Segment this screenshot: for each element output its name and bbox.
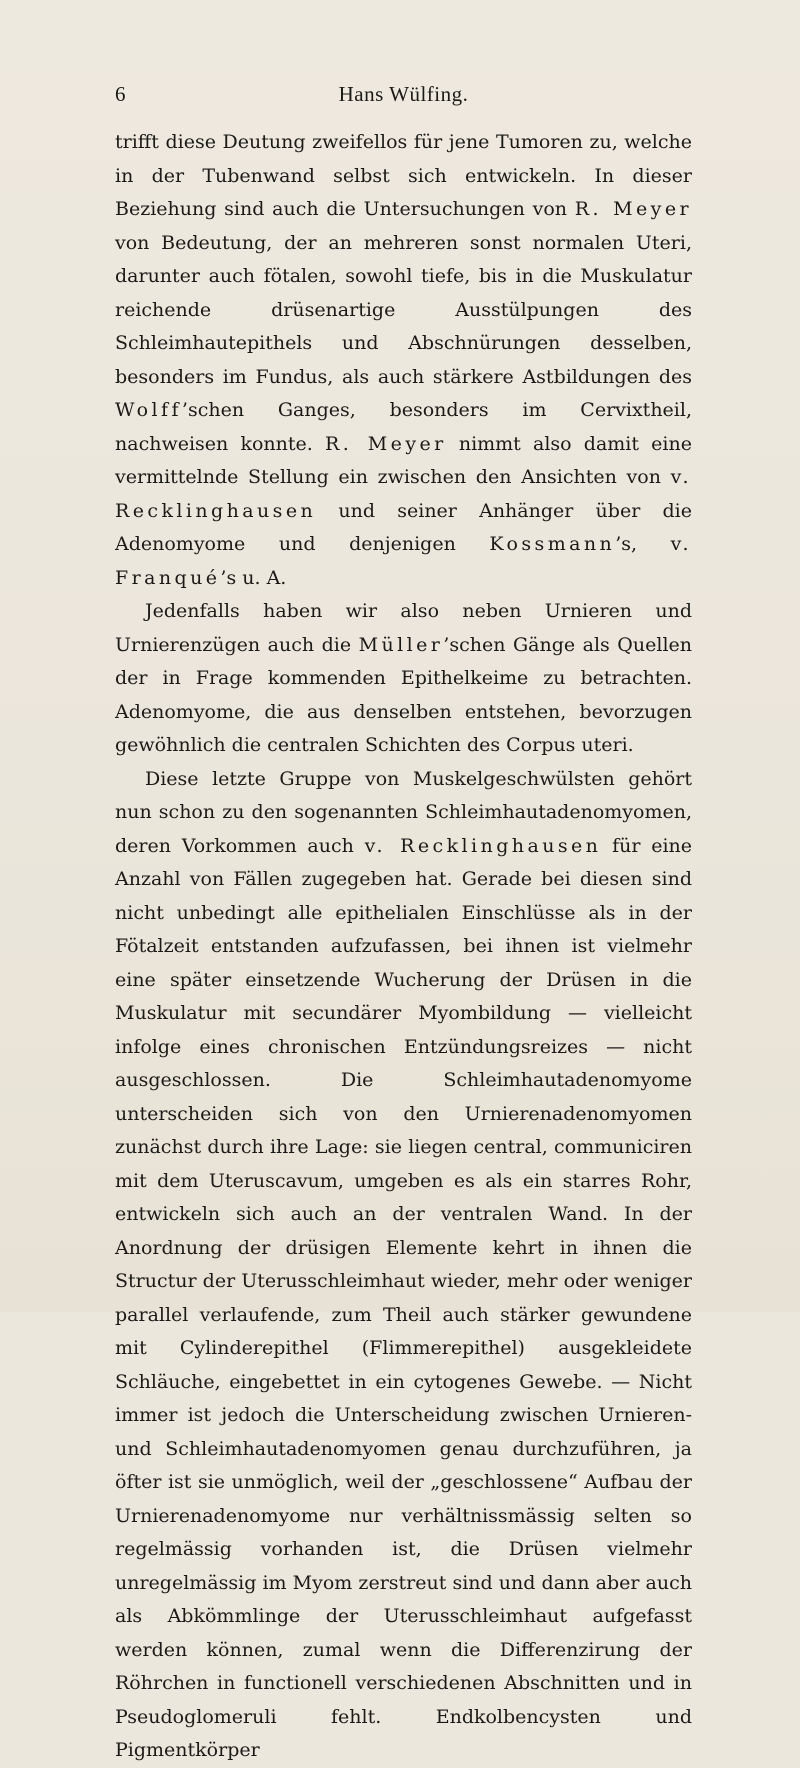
text-run: für eine Anzahl von Fällen zugegeben hat. Gerade bei diesen sind nicht unbedingt alle epithelialen Einschlüsse als in der Fötalzeit entstanden aufzufassen, bei ihnen ist vielmehr eine später einsetzende Wucherung der Drüsen in die Muskulatur mit secundärer Myombildung — vielleicht infolge eines chronischen Entzündungsreizes — nicht ausgeschlossen. Die Schleimhautadenomyome unterscheiden sich von den Urnierenadenomyomen zunächst durch ihre Lage: sie liegen central, communiciren mit dem Uteruscavum, umgeben es als ein starres Rohr, entwickeln sich auch an der ventralen Wand. In der Anordnung der drüsigen Elemente kehrt in ihnen die Structur der Uterusschleimhaut wieder, mehr oder weniger parallel verlaufende, zum Theil auch stärker gewundene mit Cylinderepithel (Flimmerepithel) ausgekleidete Schläuche, eingebettet in ein cytogenes Gewebe. — Nicht immer ist jedoch die Unterscheidung zwischen Urnieren- und Schleimhautadenomyomen genau durchzuführen, ja öfter ist sie unmöglich, weil der „geschlossene“ Aufbau der Urnierenadenomyome nur verhältnissmässig selten so regelmässig vorhanden ist, die Drüsen vielmehr unregelmässig im Myom zerstreut sind und dann aber auch als Abkömmlinge der Uterusschleimhaut aufgefasst werden können, zumal wenn die Differenzirung der Röhrchen in functionell verschiedenen Abschnitten und in Pseudoglomeruli fehlt. Endkolbencysten und Pigmentkörper xyxy=(115,834,692,1761)
body-text xyxy=(115,126,692,1768)
text-run: von Bedeutung, der an mehreren sonst normalen Uteri, darunter auch fötalen, sowohl tiefe, bis in die Muskulatur reichende drüsenartige Ausstülpungen des Schleimhautepithels und Abschnürungen desselben, besonders im Fundus, als auch stärkere Astbildungen des xyxy=(115,231,692,388)
paragraph-3 xyxy=(115,763,692,1768)
text-run: Diese letzte Gruppe von Muskelgeschwülsten gehört nun schon zu den sogenannten Schleimhautadenomyomen, deren Vorkommen auch xyxy=(115,767,692,857)
text-run: nimmt also damit eine vermittelnde Stellung ein zwischen den Ansichten von xyxy=(115,432,692,488)
author-name: v. Recklinghausen xyxy=(115,466,692,522)
text-run: Jedenfalls haben wir also neben Urnieren und Urnierenzügen auch die xyxy=(115,600,692,656)
running-head-author: Hans Wülfing. xyxy=(338,82,469,106)
text-run: trifft diese Deutung zweifellos für jene Tumoren zu, welche in der Tubenwand selbst sich entwickeln. In dieser Beziehung sind auch die Untersuchungen von xyxy=(115,131,692,220)
text-run: ’schen Gänge als Quellen der in Frage kommenden Epithelkeime zu betrachten. Adenomyome, die aus denselben entstehen, bevorzugen gewöhnlich die centralen Schichten des Corpus uteri. xyxy=(115,633,692,756)
paragraph-1 xyxy=(115,126,692,595)
text-run: und seiner Anhänger über die Adenomyome und denjenigen xyxy=(115,499,692,555)
author-name: Kossmann xyxy=(489,533,616,555)
author-name: R. Meyer xyxy=(324,432,447,455)
author-name: v. Franqué xyxy=(115,533,692,589)
text-run: ’s, xyxy=(615,533,671,555)
running-head xyxy=(115,82,692,112)
author-name: Wolff xyxy=(115,399,182,421)
text-run: ’s u. A. xyxy=(220,566,287,589)
paragraph-2 xyxy=(115,595,692,763)
text-run: ’schen Ganges, besonders im Cervixtheil, nachweisen konnte. xyxy=(115,399,692,455)
author-name: v. Recklinghausen xyxy=(364,834,602,857)
page-number: 6 xyxy=(115,82,126,106)
author-name: R. Meyer xyxy=(574,198,692,220)
author-name: Müller xyxy=(358,633,444,656)
